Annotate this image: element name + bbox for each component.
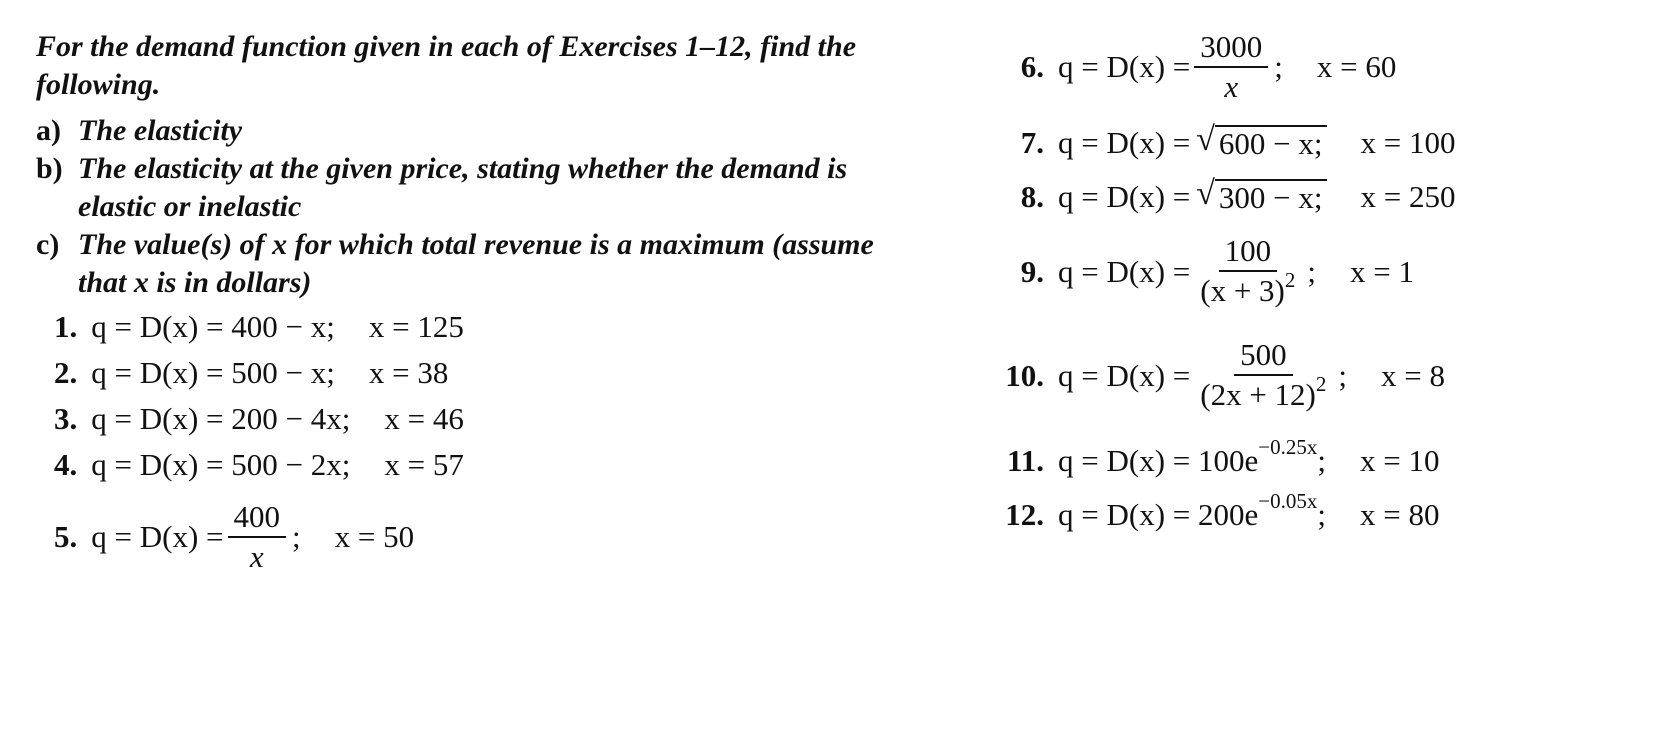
condition: x = 250 bbox=[1360, 179, 1456, 214]
equation-lhs: q = D(x) = bbox=[91, 401, 224, 436]
denominator: x bbox=[249, 539, 264, 574]
equation bbox=[1058, 175, 1327, 215]
numerator: 500 bbox=[1234, 340, 1293, 376]
instructions-heading: For the demand function given in each of Exercises 1–12, find the following. bbox=[36, 30, 857, 101]
equation-lhs: q = D(x) = bbox=[1058, 179, 1191, 214]
semicolon: ; bbox=[1274, 49, 1283, 84]
equation-lhs: q = D(x) = bbox=[1058, 358, 1191, 393]
part-text: The elasticity at the given price, stating whether the demand is elastic or inelastic bbox=[78, 152, 848, 223]
exercise-number: 5. bbox=[54, 519, 78, 554]
exercise-7 bbox=[1000, 120, 1456, 166]
exponent: −0.05x bbox=[1258, 488, 1318, 513]
exercise-8 bbox=[1000, 174, 1456, 220]
exercise-number: 7. bbox=[1020, 125, 1044, 160]
equation bbox=[1058, 434, 1326, 479]
exercise-number: 9. bbox=[1020, 254, 1044, 289]
coefficient: 200e bbox=[1198, 497, 1259, 532]
equation-lhs: q = D(x) = bbox=[91, 519, 224, 554]
equation bbox=[1058, 488, 1326, 533]
equation bbox=[1058, 121, 1327, 161]
exercise-number: 10. bbox=[1005, 358, 1044, 393]
condition: x = 57 bbox=[384, 447, 464, 482]
exercise-1 bbox=[54, 304, 464, 350]
exercise-number: 12. bbox=[1005, 497, 1044, 532]
denominator bbox=[1194, 267, 1301, 309]
semicolon: ; bbox=[1338, 358, 1348, 393]
numerator: 400 bbox=[228, 502, 287, 538]
denominator-base: (x + 3) bbox=[1200, 272, 1285, 308]
equation-lhs: q = D(x) = bbox=[1058, 254, 1191, 289]
exercise-6 bbox=[1000, 30, 1396, 104]
equation bbox=[91, 499, 301, 574]
denominator bbox=[1194, 371, 1332, 413]
exercise-4 bbox=[54, 442, 464, 488]
exercise-number: 2. bbox=[54, 355, 78, 390]
equation bbox=[91, 447, 350, 483]
semicolon: ; bbox=[1317, 443, 1326, 478]
exercise-number: 4. bbox=[54, 447, 78, 482]
exercise-3 bbox=[54, 396, 464, 442]
numerator: 3000 bbox=[1194, 32, 1268, 68]
square-root bbox=[1196, 121, 1326, 161]
radicand: 600 − x; bbox=[1215, 125, 1327, 161]
exercise-2 bbox=[54, 350, 448, 396]
equation bbox=[91, 401, 350, 437]
condition: x = 50 bbox=[334, 519, 415, 554]
exercise-12 bbox=[1000, 488, 1440, 538]
radical-sign: √ bbox=[1196, 175, 1215, 212]
exercise-number: 3. bbox=[54, 401, 78, 436]
fraction bbox=[1194, 29, 1268, 104]
part-b bbox=[36, 150, 896, 226]
denominator-base: (2x + 12) bbox=[1200, 376, 1316, 412]
exercise-10 bbox=[1000, 336, 1445, 416]
equation-lhs: q = D(x) = bbox=[91, 309, 224, 344]
condition: x = 100 bbox=[1360, 125, 1456, 160]
equation-rhs: 400 − x; bbox=[231, 309, 335, 344]
condition: x = 8 bbox=[1381, 358, 1445, 393]
condition: x = 38 bbox=[368, 355, 449, 390]
coefficient: 100e bbox=[1198, 443, 1259, 478]
equation-rhs: 500 − x; bbox=[231, 355, 335, 390]
equation bbox=[91, 309, 335, 345]
condition: x = 46 bbox=[384, 401, 464, 436]
denominator-exponent: 2 bbox=[1315, 371, 1327, 396]
equation bbox=[1058, 336, 1348, 413]
part-label: b) bbox=[36, 152, 63, 185]
fraction bbox=[1194, 336, 1332, 413]
denominator-exponent: 2 bbox=[1284, 267, 1296, 292]
exponent: −0.25x bbox=[1258, 434, 1318, 459]
equation bbox=[1058, 29, 1283, 104]
exercise-5 bbox=[54, 499, 415, 574]
exercise-number: 6. bbox=[1020, 49, 1044, 84]
part-label: a) bbox=[36, 114, 61, 147]
equation bbox=[1058, 232, 1317, 309]
equation-rhs: 500 − 2x; bbox=[231, 447, 351, 482]
radicand: 300 − x; bbox=[1215, 179, 1327, 215]
exercise-9 bbox=[1000, 232, 1414, 312]
equation-lhs: q = D(x) = bbox=[91, 355, 224, 390]
square-root bbox=[1196, 175, 1326, 215]
part-label: c) bbox=[36, 228, 60, 261]
exercise-number: 8. bbox=[1020, 179, 1044, 214]
fraction bbox=[1194, 232, 1301, 309]
part-text: The value(s) of x for which total revenue is a maximum (assume that x is in dollars) bbox=[78, 228, 874, 299]
condition: x = 1 bbox=[1350, 254, 1414, 289]
equation-lhs: q = D(x) = bbox=[1058, 497, 1191, 532]
instructions bbox=[36, 28, 896, 302]
equation-lhs: q = D(x) = bbox=[91, 447, 224, 482]
condition: x = 125 bbox=[368, 309, 464, 344]
exercise-number: 11. bbox=[1006, 443, 1044, 478]
equation bbox=[91, 355, 335, 391]
exercise-11 bbox=[1000, 434, 1440, 484]
denominator: x bbox=[1224, 69, 1239, 104]
equation-lhs: q = D(x) = bbox=[1058, 443, 1191, 478]
condition: x = 80 bbox=[1359, 497, 1440, 532]
radical-sign: √ bbox=[1196, 121, 1215, 158]
condition: x = 60 bbox=[1316, 49, 1397, 84]
exercise-number: 1. bbox=[54, 309, 78, 344]
numerator: 100 bbox=[1219, 236, 1278, 272]
part-a bbox=[36, 112, 896, 150]
equation-rhs: 200 − 4x; bbox=[231, 401, 351, 436]
semicolon: ; bbox=[292, 519, 301, 554]
semicolon: ; bbox=[1317, 497, 1326, 532]
part-c bbox=[36, 226, 896, 302]
semicolon: ; bbox=[1307, 254, 1317, 289]
fraction bbox=[228, 499, 287, 574]
equation-lhs: q = D(x) = bbox=[1058, 125, 1191, 160]
part-text: The elasticity bbox=[78, 114, 243, 147]
equation-lhs: q = D(x) = bbox=[1058, 49, 1191, 84]
condition: x = 10 bbox=[1359, 443, 1440, 478]
